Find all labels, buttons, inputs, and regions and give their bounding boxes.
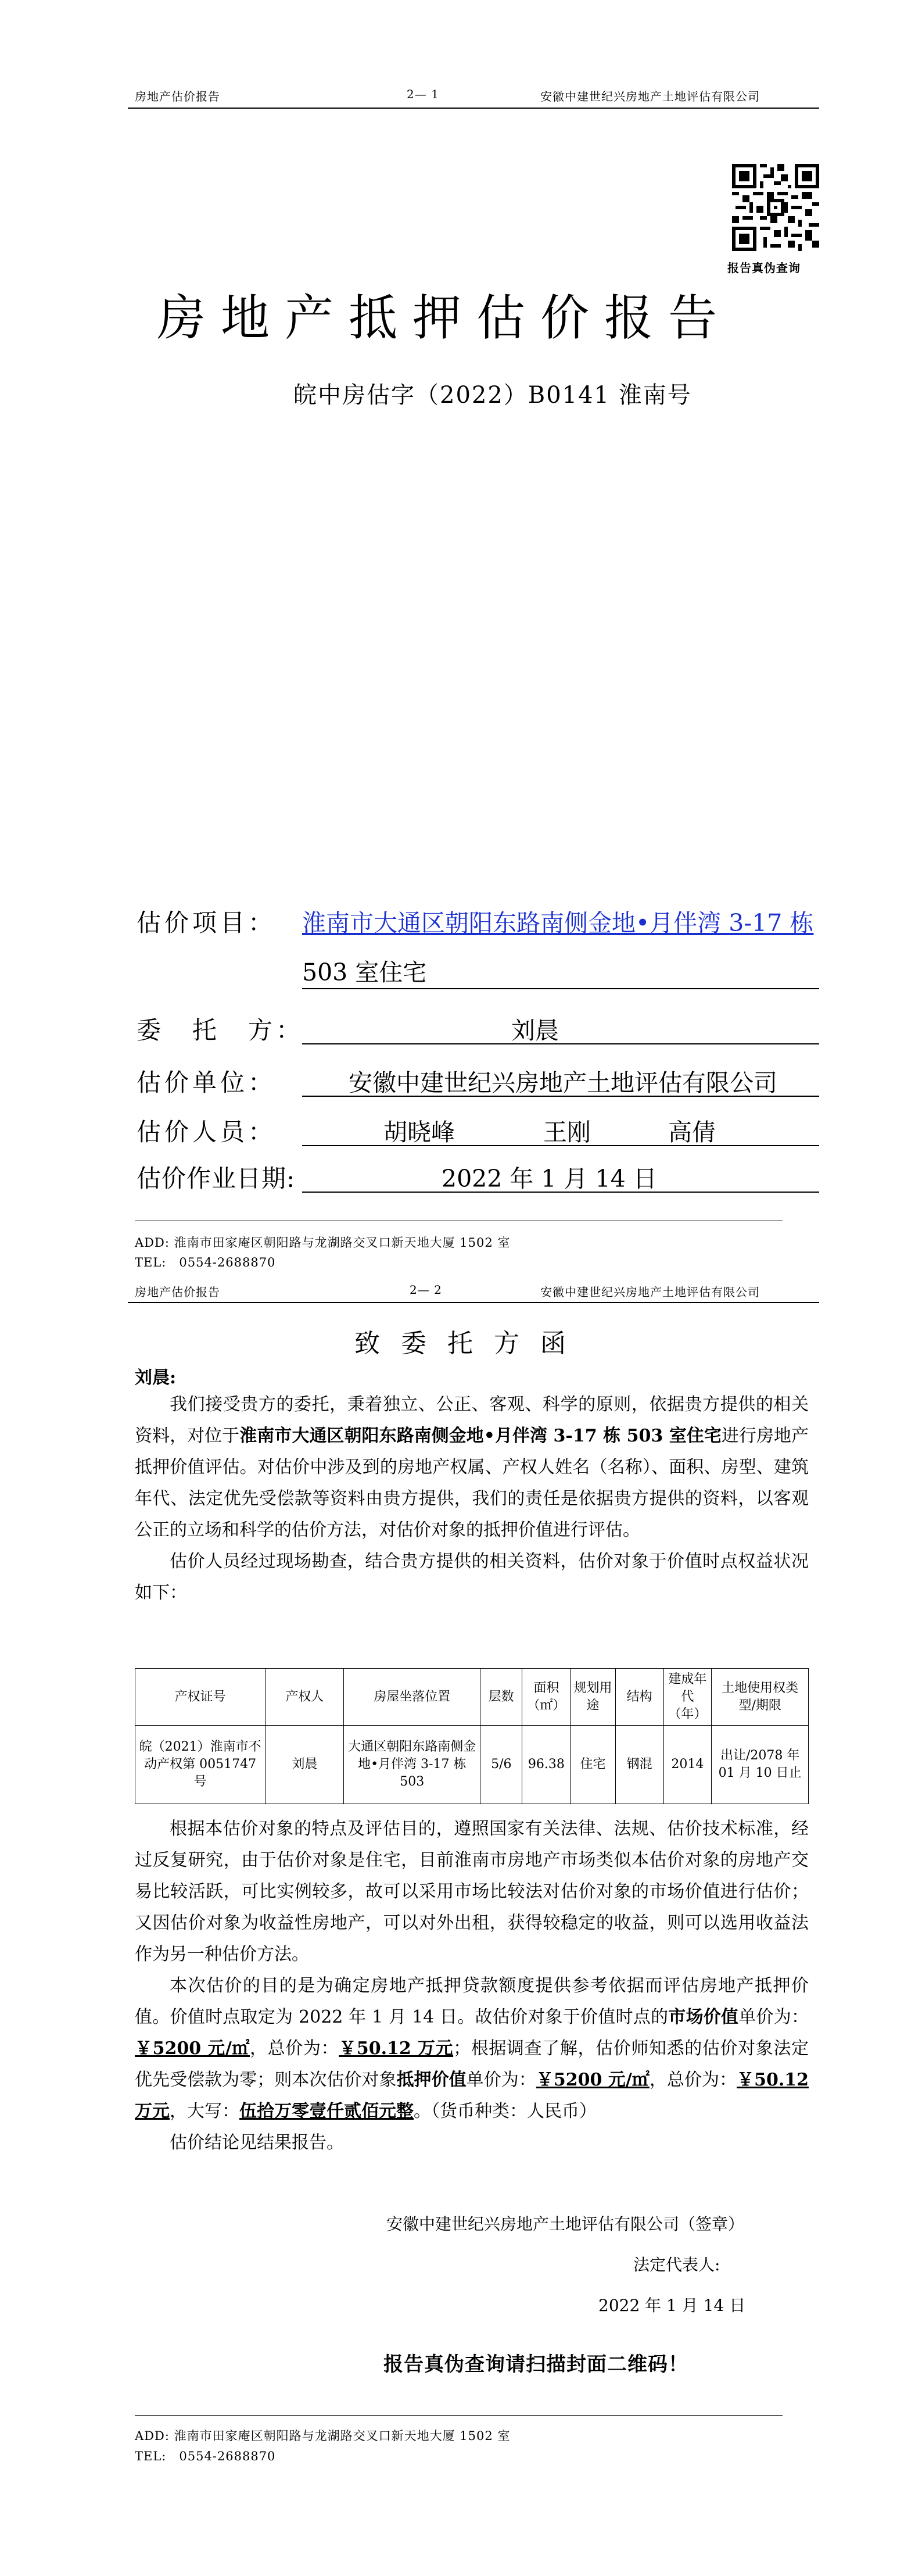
th-location: 房屋坐落位置 — [344, 1669, 480, 1726]
value-appraiser-3: 高倩 — [668, 1118, 716, 1146]
label-project: 估价项目： — [137, 908, 277, 937]
th-usage: 规划用途 — [571, 1669, 616, 1726]
footer-tel: TEL: 0554-2688870 — [135, 1255, 276, 1269]
label-client: 委 托 方： — [137, 1016, 304, 1044]
header-right: 安徽中建世纪兴房地产土地评估有限公司 — [540, 90, 760, 103]
header-right-p2: 安徽中建世纪兴房地产土地评估有限公司 — [540, 1285, 760, 1299]
value-appraiser-1: 胡晓峰 — [383, 1118, 455, 1146]
value-client: 刘晨 — [511, 1017, 559, 1044]
value-project-cont: 503 室住宅 — [302, 958, 427, 986]
letter-title: 致委托方函 — [354, 1329, 587, 1358]
qr-code-icon[interactable] — [732, 164, 819, 251]
th-land-use: 土地使用权类型/期限 — [712, 1669, 809, 1726]
footer-address-p2: ADD: 淮南市田家庵区朝阳路与龙湖路交叉口新天地大厦 1502 室 — [135, 2429, 511, 2443]
value-appraiser-unit: 安徽中建世纪兴房地产土地评估有限公司 — [349, 1069, 777, 1097]
header-page-number-p2: 2— 2 — [410, 1283, 442, 1297]
table-row: 皖（2021）淮南市不动产权第 0051747 号 刘晨 大通区朝阳东路南侧金地•月伴湾 3-17 栋 503 5/6 96.38 住宅 钢混 2014 出让/2078 年 01 月 10 日止 — [135, 1726, 809, 1804]
th-floors: 层数 — [480, 1669, 522, 1726]
th-owner: 产权人 — [266, 1669, 344, 1726]
value-project[interactable]: 淮南市大通区朝阳东路南侧金地•月伴湾 3-17 栋 — [302, 909, 814, 937]
property-table — [135, 1668, 809, 1804]
header-left: 房地产估价报告 — [135, 90, 220, 103]
sign-date: 2022 年 1 月 14 日 — [598, 2296, 746, 2315]
header-left-p2: 房地产估价报告 — [135, 1285, 220, 1299]
label-appraiser-unit: 估价单位： — [137, 1068, 277, 1097]
value-appraiser-2: 王刚 — [543, 1118, 591, 1146]
salutation: 刘晨: — [135, 1368, 177, 1388]
paragraph-2: 估价人员经过现场勘查，结合贵方提供的相关资料，估价对象于价值时点权益状况如下： — [135, 1551, 809, 1603]
verification-notice: 报告真伪查询请扫描封面二维码！ — [383, 2353, 688, 2376]
paragraph-3: 根据本估价对象的特点及评估目的，遵照国家有关法律、法规、估价技术标准，经过反复研究，由于估价对象是住宅，目前淮南市房地产市场类似本估价对象的房地产交易比较活跃，可比实例较多，故可以采用市场比较法对估价对象的市场价值进行估价；又因估价对象为收益性房地产，可以对外出租，获得较稳定的收益，则可以选用收益法作为另一种估价方法。 — [135, 1819, 809, 1965]
th-built-year: 建成年代（年） — [663, 1669, 712, 1726]
paragraph-1: 我们接受贵方的委托，秉着独立、公正、客观、科学的原则，依据贵方提供的相关资料，对位于淮南市大通区朝阳东路南侧金地•月伴湾 3-17 栋 503 室住宅进行房地产抵押价值评估。对估价中涉及到的房地产权属、产权人姓名（名称）、面积、房型、建筑年代、法定优先受偿款等资料由贵方提供，我们的责任是依据贵方提供的资料，以客观公正的立场和科学的估价方法，对估价对象的抵押价值进行评估。 — [135, 1394, 809, 1540]
value-work-date: 2022 年 1 月 14 日 — [442, 1165, 657, 1193]
th-area: 面积（㎡） — [522, 1669, 571, 1726]
paragraph-4: 本次估价的目的是为确定房地产抵押贷款额度提供参考依据而评估房地产抵押价值。价值时点取定为 2022 年 1 月 14 日。故估价对象于价值时点的市场价值单价为：￥5200 元/㎡，总价为：￥50.12 万元；根据调查了解，估价师知悉的估价对象法定优先受偿款为零；则本次估价对象抵押价值单价为：￥5200 元/㎡，总价为：￥50.12 万元，大写：伍拾万零壹仟贰佰元整。（货币种类：人民币） — [135, 1976, 809, 2121]
report-number: 皖中房估字（2022）B0141 淮南号 — [293, 382, 692, 409]
paragraph-5: 估价结论见结果报告。 — [170, 2133, 344, 2153]
label-work-date: 估价作业日期: — [137, 1164, 296, 1193]
header-page-number: 2— 1 — [407, 87, 439, 101]
report-title: 房地产抵押估价报告 — [157, 289, 733, 346]
sign-company: 安徽中建世纪兴房地产土地评估有限公司（签章） — [386, 2214, 745, 2234]
sign-representative: 法定代表人: — [633, 2255, 720, 2274]
letter-body-2 — [135, 1813, 809, 2159]
footer-tel-p2: TEL: 0554-2688870 — [135, 2449, 276, 2463]
letter-body — [135, 1389, 809, 1609]
th-structure: 结构 — [615, 1669, 663, 1726]
footer-address: ADD: 淮南市田家庵区朝阳路与龙湖路交叉口新天地大厦 1502 室 — [135, 1236, 511, 1250]
label-appraisers: 估价人员： — [137, 1118, 277, 1146]
qr-caption: 报告真伪查询 — [727, 261, 801, 275]
th-cert-no: 产权证号 — [135, 1669, 266, 1726]
